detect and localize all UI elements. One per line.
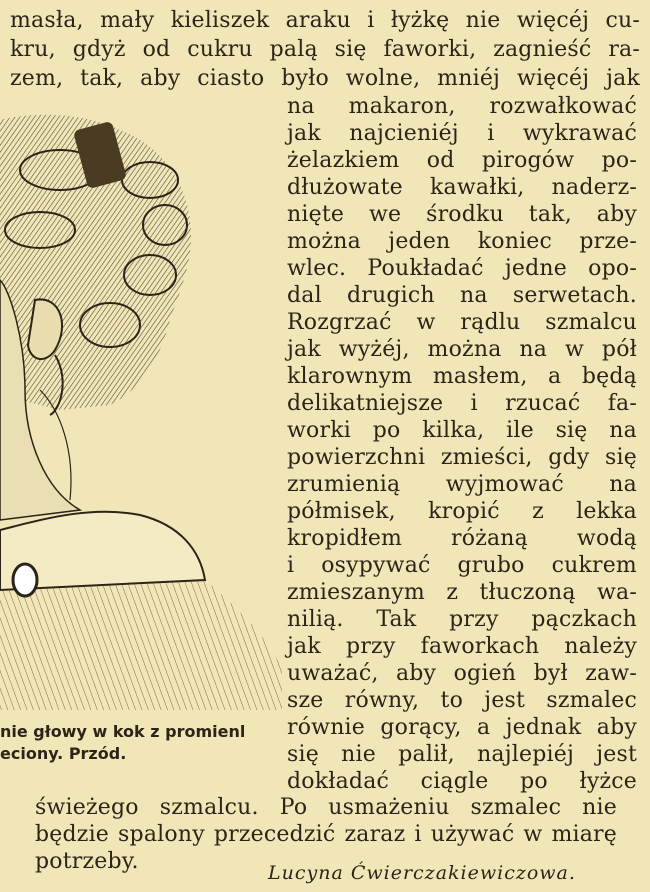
text-line: powierzchni zmieści, gdy się — [287, 445, 637, 470]
text-line: kru, gdyż od cukru palą się faworki, zagnieść ra- — [10, 37, 640, 62]
text-line: delikatniejsze i rzucać fa- — [287, 391, 637, 416]
text-line: uważać, aby ogień był zaw- — [287, 661, 637, 686]
text-line: klarownym masłem, a będą — [287, 364, 637, 389]
author-signature: Lucyna Ćwierczakiewiczowa. — [268, 862, 576, 884]
text-line: sze równy, to jest szmalec — [287, 688, 637, 713]
text-line: potrzeby. — [35, 849, 139, 874]
text-line: Rozgrzać w rądlu szmalcu — [287, 310, 637, 335]
text-line: wlec. Poukładać jedne opo- — [287, 256, 637, 281]
text-line: kropidłem różaną wodą — [287, 526, 637, 551]
text-line: dokładać ciągle po łyżce — [287, 769, 637, 794]
text-line: zem, tak, aby ciasto było wolne, mniéj więcéj jak — [10, 66, 640, 91]
woman-head-engraving — [0, 110, 282, 710]
text-line: masła, mały kieliszek araku i łyżkę nie więcéj cu- — [10, 8, 640, 33]
text-line: żelazkiem od pirogów po- — [287, 148, 637, 173]
text-line: nilią. Tak przy pączkach — [287, 607, 637, 632]
text-line: będzie spalony przecedzić zaraz i używać w miarę — [35, 822, 617, 847]
text-line: się nie palił, najlepiéj jest — [287, 742, 637, 767]
hairstyle-illustration — [0, 110, 282, 710]
illustration-caption-line: nie głowy w kok z promienl — [0, 722, 246, 741]
text-line: świeżego szmalcu. Po usmażeniu szmalec nie — [35, 795, 617, 820]
text-line: na makaron, rozwałkować — [287, 94, 637, 119]
text-line: i osypywać grubo cukrem — [287, 553, 637, 578]
text-line: worki po kilka, ile się na — [287, 418, 637, 443]
text-line: jak najcieniéj i wykrawać — [287, 121, 637, 146]
text-line: jak przy faworkach należy — [287, 634, 637, 659]
text-line: można jeden koniec prze- — [287, 229, 637, 254]
illustration-caption-line: eciony. Przód. — [0, 744, 127, 763]
text-line: półmisek, kropić z lekka — [287, 499, 637, 524]
text-line: jak wyżéj, można na w pół — [287, 337, 637, 362]
text-line: zrumienią wyjmować na — [287, 472, 637, 497]
text-line: równie gorący, a jednak aby — [287, 715, 637, 740]
text-line: dal drugich na serwetach. — [287, 283, 637, 308]
text-line: nięte we środku tak, aby — [287, 202, 637, 227]
text-line: dłużowate kawałki, naderz- — [287, 175, 637, 200]
text-line: zmieszanym z tłuczoną wa- — [287, 580, 637, 605]
